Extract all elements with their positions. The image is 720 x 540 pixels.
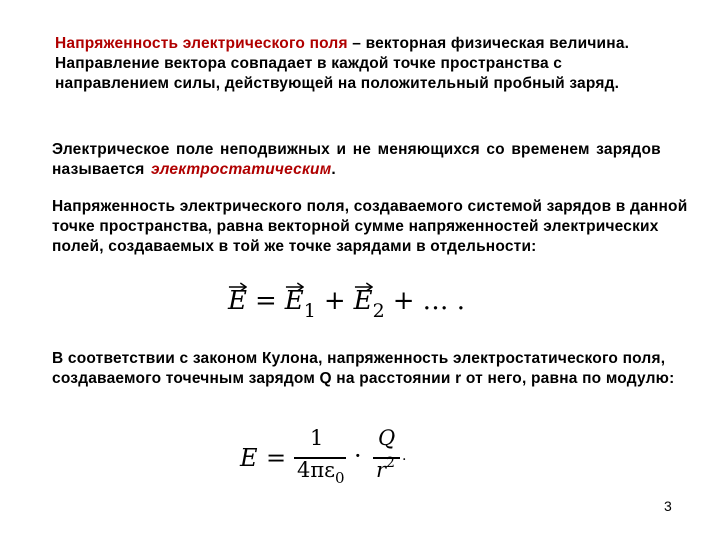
page-number: 3	[664, 498, 672, 514]
term-field-strength: Напряженность электрического поля	[55, 35, 348, 52]
denominator-r: r	[376, 458, 387, 482]
vector-e1	[285, 286, 304, 316]
superposition-text: Напряженность электрического поля, создаваемого системой зарядов в данной точке пространства, равна векторной сумме напряженностей электрических полей, создаваемых в той же точке зарядами в отдельности:	[52, 198, 688, 255]
equals-sign: =	[254, 286, 277, 316]
electrostatic-term: электростатическим	[151, 161, 332, 178]
electrostatic-period: .	[331, 161, 336, 178]
coulomb-paragraph	[52, 349, 702, 389]
superposition-paragraph	[52, 197, 702, 257]
coulomb-formula	[240, 424, 407, 487]
definition-paragraph	[55, 34, 655, 94]
denominator-4pi-epsilon: 4πε	[297, 458, 336, 482]
vector-e2	[354, 286, 373, 316]
ellipsis: … .	[422, 286, 466, 316]
plus-sign-2: +	[392, 286, 415, 316]
vector-e1-letter: E	[284, 286, 304, 316]
vector-arrow-icon	[228, 282, 247, 292]
multiply-dot: ·	[354, 442, 362, 470]
superposition-formula	[228, 286, 465, 336]
fraction1-numerator: 1	[310, 426, 324, 450]
electrostatic-paragraph	[52, 140, 692, 180]
vector-arrow-icon	[285, 282, 304, 292]
epsilon-subscript: 0	[335, 469, 345, 487]
vector-arrow-icon	[354, 282, 373, 292]
electrostatic-text: Электрическое поле неподвижных и не меняющихся со временем зарядов называется	[52, 141, 661, 178]
fraction2-denominator	[376, 455, 395, 482]
formula-lhs: E	[240, 444, 258, 472]
vector-e2-letter: E	[353, 286, 373, 316]
fraction2-numerator: Q	[378, 426, 396, 450]
definition-text: – векторная физическая величина. Направление вектора совпадает в каждой точке пространства с направлением силы, действующей на положительный пробный заряд.	[55, 35, 630, 92]
formula-equals: =	[266, 444, 287, 472]
subscript-2: 2	[372, 300, 385, 322]
coulomb-text: В соответствии с законом Кулона, напряженность электростатического поля, создаваемого точечным зарядом Q на расстоянии r от него, равна по модулю:	[52, 350, 675, 387]
r-exponent: 2	[386, 455, 395, 471]
vector-e	[228, 286, 247, 316]
fraction1-denominator	[297, 458, 345, 487]
formula-period: .	[402, 448, 407, 464]
vector-e-letter: E	[228, 286, 247, 316]
plus-sign-1: +	[323, 286, 346, 316]
subscript-1: 1	[303, 300, 316, 322]
